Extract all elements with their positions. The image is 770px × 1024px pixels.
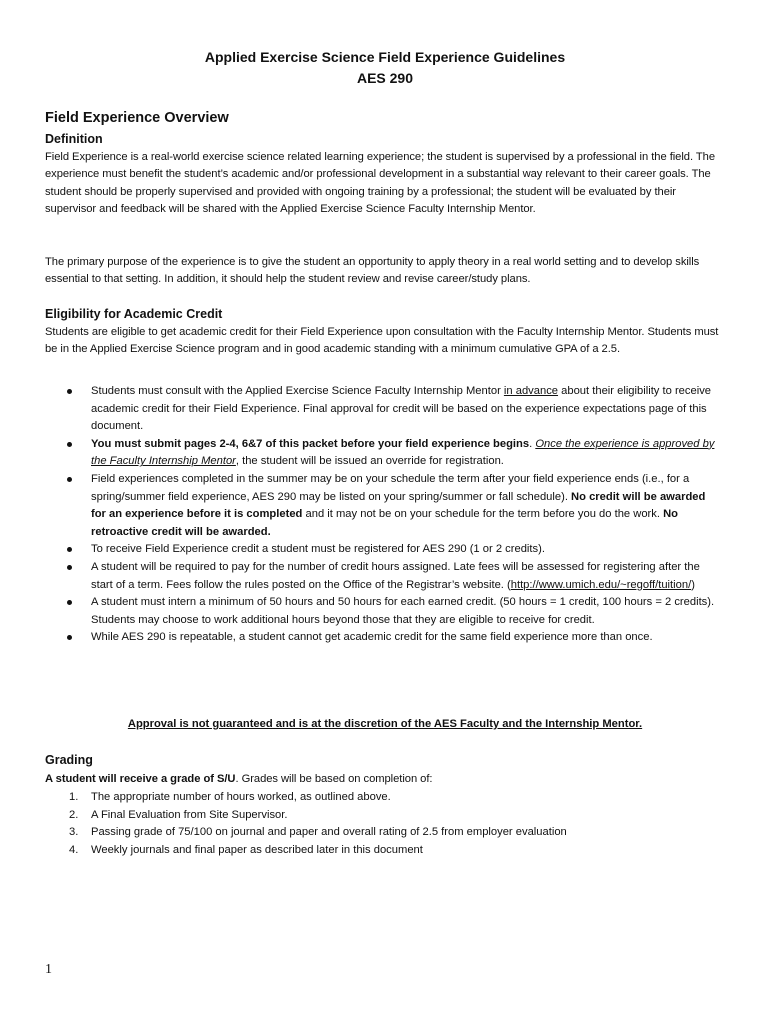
definition-heading: Definition: [45, 132, 103, 146]
list-item: Students must consult with the Applied Exercise Science Faculty Internship Mentor in advance about their eligibility to receive academic credit for their Field Experience. Final approval for credit will be based on the experience expectations page of this document.: [45, 383, 721, 436]
page-number: 1: [45, 962, 52, 977]
registrar-link[interactable]: http://www.umich.edu/~regoff/tuition/: [510, 578, 692, 591]
list-item: 4. Weekly journals and final paper as described later in this document: [69, 843, 423, 856]
list-item: Field experiences completed in the summer may be on your schedule the term after your field experience ends (i.e., for a spring/summer field experience, AES 290 may be listed on your spring/summer or fall schedule). No credit will be awarded for an experience before it is completed and it may not be on your schedule for the term before you do the work. No retroactive credit will be awarded.: [45, 471, 721, 541]
emphasis-in-advance: in advance: [503, 385, 559, 397]
bullet-icon: [67, 442, 72, 447]
list-item: While AES 290 is repeatable, a student cannot get academic credit for the same field experience more than once.: [45, 629, 721, 647]
definition-paragraph: Field Experience is a real-world exercise science related learning experience; the student is supervised by a professional in the field. The experience must benefit the student’s academic and/or professional development in a substantial way relevant to their career goals. The student should be properly supervised and provided with ongoing training by a professional; the student will be evaluated by their supervisor and feedback will be shared with the Applied Exercise Science Faculty Internship Mentor.: [45, 151, 716, 216]
list-item: 1. The appropriate number of hours worked, as outlined above.: [69, 791, 391, 803]
bullet-icon: [67, 389, 72, 394]
grading-intro: A student will receive a grade of S/U. Grades will be based on completion of:: [45, 773, 433, 785]
course-code: AES 290: [356, 70, 414, 86]
bullet-icon: [67, 565, 72, 570]
grading-list: [45, 789, 721, 859]
bullet-icon: [67, 635, 72, 640]
bullet-icon: [67, 600, 72, 605]
document-title: Applied Exercise Science Field Experience Guidelines: [204, 49, 566, 65]
list-item: To receive Field Experience credit a student must be registered for AES 290 (1 or 2 credits).: [45, 541, 721, 559]
overview-heading: Field Experience Overview: [45, 110, 229, 126]
list-item: You must submit pages 2-4, 6&7 of this packet before your field experience begins. Once the experience is approved by the Faculty Internship Mentor, the student will be issued an override for registration.: [45, 436, 721, 471]
approval-note: Approval is not guaranteed and is at the discretion of the AES Faculty and the Internship Mentor.: [127, 718, 643, 730]
bullet-icon: [67, 547, 72, 552]
list-item: A student must intern a minimum of 50 hours and 50 hours for each earned credit. (50 hours = 1 credit, 100 hours = 2 credits). Students may choose to work additional hours beyond those that they are eligible to receive for credit.: [45, 594, 721, 629]
bullet-icon: [67, 477, 72, 482]
grading-heading: Grading: [45, 753, 93, 767]
list-item: 3. Passing grade of 75/100 on journal and paper and overall rating of 2.5 from employer evaluation: [69, 826, 567, 839]
eligibility-bullet-list: [45, 383, 721, 647]
purpose-paragraph: The primary purpose of the experience is to give the student an opportunity to apply theory in a real world setting and to develop skills essential to that setting. In addition, it should help the student review and revise career/study plans.: [45, 256, 700, 286]
list-item: 2. A Final Evaluation from Site Supervisor.: [69, 808, 288, 821]
eligibility-intro: Students are eligible to get academic credit for their Field Experience upon consultation with the Faculty Internship Mentor. Students must be in the Applied Exercise Science program and in good academic standing with a minimum cumulative GPA of a 2.5.: [45, 326, 719, 356]
eligibility-heading: Eligibility for Academic Credit: [45, 307, 223, 321]
list-item: A student will be required to pay for the number of credit hours assigned. Late fees will be assessed for registering after the start of a term. Fees follow the rules posted on the Office of the Registrar’s website. (http://www.umich.edu/~regoff/tuition/): [45, 559, 721, 594]
